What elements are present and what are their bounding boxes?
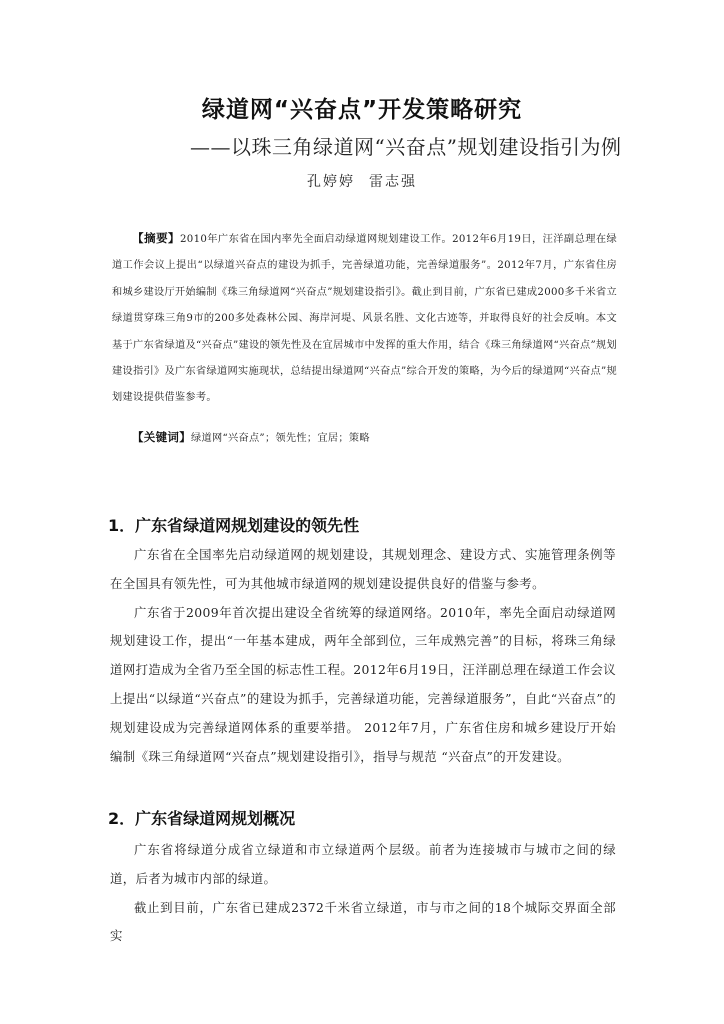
paragraph: 广东省在全国率先启动绿道网的规划建设，其规划理念、建设方式、实施管理条例等在全国具有领先性，可为其他城市绿道网的规划建设提供良好的借鉴与参考。 — [110, 547, 616, 591]
author-list — [0, 171, 724, 191]
section-heading: 1．广东省绿道网规划建设的领先性 — [108, 516, 360, 535]
keywords-label: 【关键词】 — [132, 430, 191, 444]
paper-subtitle: ——以珠三角绿道网“兴奋点”规划建设指引为例 — [190, 135, 622, 159]
abstract — [112, 225, 617, 412]
paragraph: 广东省将绿道分成省立绿道和市立绿道两个层级。前者为连接城市与城市之间的绿道，后者为城市内部的绿道。 — [110, 842, 616, 886]
keywords — [112, 424, 617, 452]
section-body — [110, 541, 616, 771]
abstract-label: 【摘要】 — [132, 231, 180, 245]
keywords-text: 绿道网“兴奋点”；领先性；宜居；策略 — [191, 433, 370, 444]
paragraph: 截止到目前，广东省已建成2372千米省立绿道，市与市之间的18个城际交界面全部实 — [110, 899, 616, 944]
author-name: 雷志强 — [369, 174, 417, 190]
paper-title: 绿道网“兴奋点”开发策略研究 — [201, 97, 523, 123]
abstract-text: 2010年广东省在国内率先全面启动绿道网规划建设工作。2012年6月19日，汪洋副总理在绿道工作会议上提出“以绿道兴奋点的建设为抓手，完善绿道功能，完善绿道服务”。2012年7月，广东省住房和城乡建设厅开始编制《珠三角绿道网“兴奋点”规划建设指引》。截止到目前，广东省已建成2000多千米省立绿道贯穿珠三角9市的200多处森林公园、海岸河堤、风景名胜、文化古迹等，并取得良好的社会反响。本文基于广东省绿道及“兴奋点”建设的领先性及在宜居城市中发挥的重大作用，结合《珠三角绿道网“兴奋点”规划建设指引》及广东省绿道网实施现状，总结提出绿道网“兴奋点”综合开发的策略，为今后的绿道网“兴奋点”规划建设提供借鉴参考。 — [112, 234, 618, 404]
section-body — [110, 836, 616, 951]
paragraph: 广东省于2009年首次提出建设全省统筹的绿道网络。2010年，率先全面启动绿道网规划建设工作，提出“一年基本建成，两年全部到位，三年成熟完善”的目标，将珠三角绿道网打造成为全省乃至全国的标志性工程。2012年6月19日，汪洋副总理在绿道工作会议上提出“以绿道“兴奋点”的建设为抓手，完善绿道功能，完善绿道服务”，自此“兴奋点”的规划建设成为完善绿道网体系的重要举措。 2012年7月，广东省住房和城乡建设厅开始编制《珠三角绿道网“兴奋点”规划建设指引》，指导与规范 “兴奋点”的开发建设。 — [110, 604, 616, 764]
author-name: 孔婷婷 — [307, 174, 355, 190]
section-heading: 2．广东省绿道网规划概况 — [108, 809, 296, 828]
